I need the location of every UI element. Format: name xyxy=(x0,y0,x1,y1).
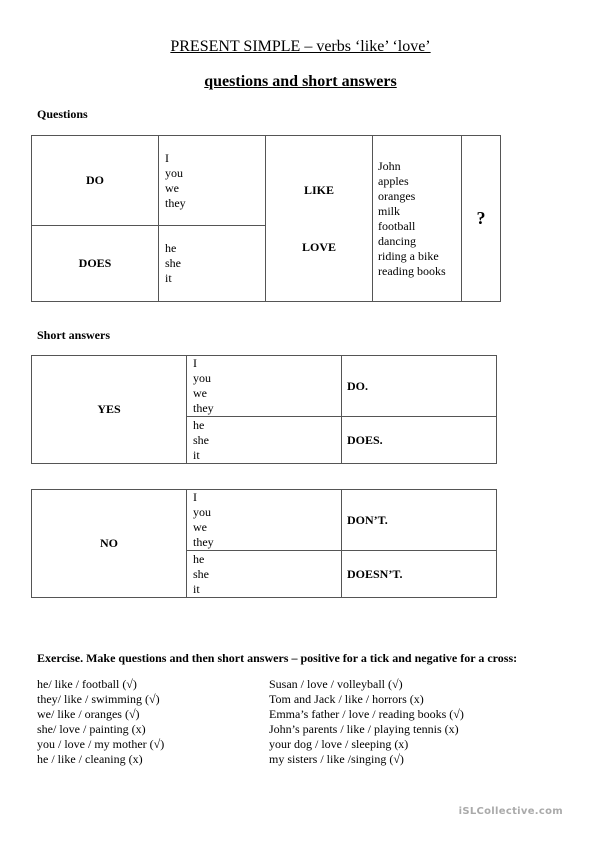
yes-table xyxy=(31,355,497,464)
exercise-item: Tom and Jack / like / horrors (x) xyxy=(269,692,424,706)
questions-table xyxy=(31,135,501,302)
pronoun: she xyxy=(165,256,181,270)
exercise-item: you / love / my mother (√) xyxy=(37,737,165,751)
exercise-item: Susan / love / volleyball (√) xyxy=(269,677,403,691)
pronoun: you xyxy=(193,505,211,519)
pronoun: we xyxy=(193,386,207,400)
exercise-item: John’s parents / like / playing tennis (x) xyxy=(269,722,459,736)
pronoun: we xyxy=(193,520,207,534)
exercise-item: we/ like / oranges (√) xyxy=(37,707,140,721)
exercise-heading: Exercise. Make questions and then short answers – positive for a tick and negative for a cross: xyxy=(37,651,518,665)
like-label: LIKE xyxy=(303,182,334,197)
exercise-list-right xyxy=(269,677,464,767)
object-list xyxy=(373,159,461,279)
exercise-item: my sisters / like /singing (√) xyxy=(269,752,404,766)
object-item: reading books xyxy=(378,263,446,278)
yes-pronoun-list-a xyxy=(187,356,341,416)
no-pronouns-a-cell xyxy=(187,490,342,551)
pronoun: it xyxy=(193,447,200,462)
does-pronoun-list xyxy=(159,241,265,286)
object-item: dancing xyxy=(378,233,416,248)
object-item: football xyxy=(378,218,416,233)
pronoun: he xyxy=(193,551,205,566)
exercise-item: he / like / cleaning (x) xyxy=(37,752,143,766)
exercise-list-left xyxy=(37,677,164,767)
pronoun: they xyxy=(165,195,186,210)
question-mark: ? xyxy=(462,136,501,302)
no-label: NO xyxy=(32,490,187,598)
love-label: LOVE xyxy=(301,239,336,254)
short-answers-heading: Short answers xyxy=(37,328,111,342)
pronoun: she xyxy=(193,566,209,581)
yes-pronouns-b-cell xyxy=(187,417,342,464)
exercise-item: she/ love / painting (x) xyxy=(37,722,146,736)
object-item: milk xyxy=(378,203,401,218)
page-subtitle: questions and short answers xyxy=(204,73,397,90)
does-pronouns-cell xyxy=(159,226,266,302)
watermark: iSLCollective.com xyxy=(458,806,563,817)
no-answer-dont: DON’T. xyxy=(342,490,497,551)
no-answer-doesnt: DOESN’T. xyxy=(342,551,497,598)
no-pronoun-list-b xyxy=(187,552,341,597)
pronoun: we xyxy=(165,180,179,195)
verb-cell xyxy=(266,136,373,302)
yes-pronoun-list-b xyxy=(187,418,341,463)
object-item: riding a bike xyxy=(378,248,439,263)
pronoun: you xyxy=(193,371,211,385)
pronoun: they xyxy=(193,535,214,549)
pronoun: she xyxy=(193,432,209,447)
no-table xyxy=(31,489,497,598)
exercise-item: he/ like / football (√) xyxy=(37,677,137,691)
does-cell: DOES xyxy=(32,226,159,302)
yes-answer-does: DOES. xyxy=(342,417,497,464)
objects-cell xyxy=(373,136,462,302)
pronoun: he xyxy=(193,417,205,432)
questions-heading: Questions xyxy=(37,107,88,121)
no-pronoun-list-a xyxy=(187,490,341,550)
no-pronouns-b-cell xyxy=(187,551,342,598)
pronoun: it xyxy=(165,271,172,285)
pronoun: I xyxy=(193,490,197,504)
do-pronoun-list xyxy=(159,151,265,211)
pronoun: he xyxy=(165,241,177,255)
pronoun: I xyxy=(193,356,197,370)
page-title: PRESENT SIMPLE – verbs ‘like’ ‘love’ xyxy=(170,38,431,55)
yes-label: YES xyxy=(32,356,187,464)
do-pronouns-cell xyxy=(159,136,266,226)
yes-pronouns-a-cell xyxy=(187,356,342,417)
exercise-item: they/ like / swimming (√) xyxy=(37,692,160,706)
yes-answer-do: DO. xyxy=(342,356,497,417)
pronoun: it xyxy=(193,581,200,596)
pronoun: they xyxy=(193,401,214,415)
exercise-item: your dog / love / sleeping (x) xyxy=(269,737,409,751)
pronoun: you xyxy=(165,165,183,180)
object-item: oranges xyxy=(378,188,416,203)
object-item: John xyxy=(378,158,401,173)
do-cell: DO xyxy=(32,136,159,226)
exercise-item: Emma’s father / love / reading books (√) xyxy=(269,707,464,721)
pronoun: I xyxy=(165,150,169,165)
object-item: apples xyxy=(378,173,409,188)
